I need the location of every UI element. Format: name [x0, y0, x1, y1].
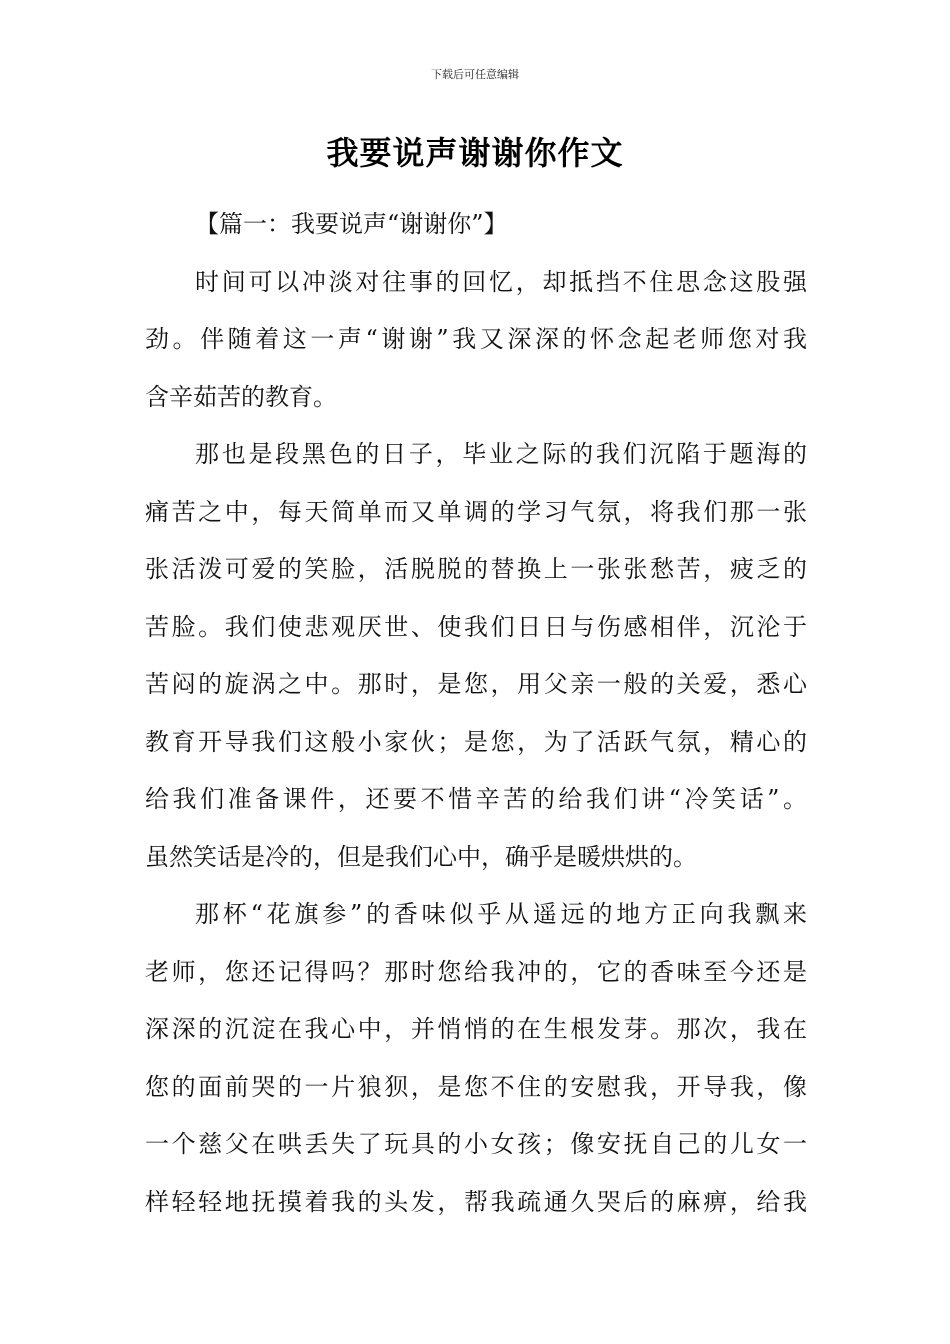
- paragraph-line: 含辛茹苦的教育。: [145, 382, 337, 411]
- paragraph-line: 痛苦之中，每天简单而又单调的学习气氛，将我们那一张: [145, 497, 807, 526]
- section-heading: 【篇一：我要说声“谢谢你”】: [195, 210, 508, 238]
- paragraph-line: 虽然笑话是冷的，但是我们心中，确乎是暖烘烘的。: [145, 842, 697, 871]
- paragraph-line: 苦脸。我们使悲观厌世、使我们日日与伤感相伴，沉沦于: [145, 612, 807, 641]
- paragraph-line: 张活泼可爱的笑脸，活脱脱的替换上一张张愁苦，疲乏的: [145, 555, 807, 583]
- paragraph-line: 那也是段黑色的日子，毕业之际的我们沉陷于题海的: [195, 440, 807, 468]
- paragraph-line: 苦闷的旋涡之中。那时，是您，用父亲一般的关爱，悉心: [145, 670, 807, 698]
- paragraph-line: 老师，您还记得吗？那时您给我冲的，它的香味至今还是: [145, 957, 807, 986]
- paragraph-3: [145, 886, 807, 1231]
- paragraph-line: 时间可以冲淡对往事的回忆，却抵挡不住思念这股强: [195, 267, 807, 296]
- paragraph-line: 一个慈父在哄丢失了玩具的小女孩；像安抚自己的儿女一: [145, 1130, 807, 1158]
- paragraph-line: 您的面前哭的一片狼狈，是您不住的安慰我，开导我，像: [145, 1072, 807, 1101]
- paragraph-line: 给我们准备课件，还要不惜辛苦的给我们讲“冷笑话”。: [145, 785, 807, 813]
- paragraph-line: 深深的沉淀在我心中，并悄悄的在生根发芽。那次，我在: [145, 1015, 807, 1043]
- paragraph-line: 教育开导我们这般小家伙；是您，为了活跃气氛，精心的: [145, 727, 807, 756]
- paragraph-line: 样轻轻地抚摸着我的头发，帮我疏通久哭后的麻痹，给我: [145, 1187, 807, 1216]
- paragraph-line: 劲。伴随着这一声“谢谢”我又深深的怀念起老师您对我: [145, 325, 807, 353]
- paragraph-1: [145, 254, 807, 427]
- paragraph-2: [145, 426, 807, 886]
- paragraph-line: 那杯“花旗参”的香味似乎从遥远的地方正向我飘来: [195, 900, 807, 928]
- document-title: 我要说声谢谢你作文: [326, 134, 624, 172]
- header-note: 下载后可任意编辑: [431, 68, 519, 81]
- document-body: [145, 196, 807, 1231]
